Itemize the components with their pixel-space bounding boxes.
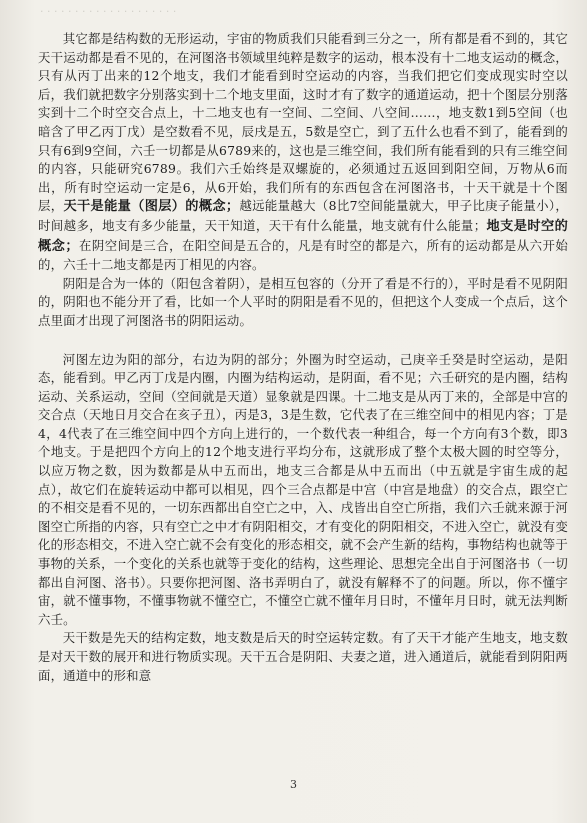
page-number: 3 — [290, 778, 297, 791]
p1-text-c: 越远能量越大（8比7空间能量就大，甲子比庚子能量小），时间越多，地支有多少能量，天干知道，天干有什么能量，地支就有什么能量； — [38, 198, 569, 233]
bleed-through-text: · · · · · · · · · · · · · · · · · · · · — [40, 6, 177, 18]
p1-bold-dizhi: 地支是时空的概念； — [38, 218, 569, 254]
body-text — [38, 30, 568, 685]
paragraph-1 — [38, 30, 568, 275]
paragraph-2: 阴阳是合为一体的（阳包含着阴），是相互包容的（分开了看是不行的），平时是看不见阴阳的，阴阳也不能分开了看，比如一个人平时的阴阳是看不见的，但把这个人变成一个点后，这个点里面才出现了河图洛书的阴阳运动。 — [38, 275, 568, 328]
paragraph-4: 天干数是先天的结构定数，地支数是后天的时空运转定数。有了天干才能产生地支，地支数是对天干数的展开和进行物质实现。天干五合是阴阳、夫妻之道，进入通道后，就能看到阴阳两面，通道中的形和意 — [38, 630, 568, 683]
p1-bold-tiangan: 天干是能量（图层）的概念； — [63, 199, 240, 215]
p1-text-d: 在阴空间是三合，在阳空间是五合的，凡是有时空的都是六，所有的运动都是从六开始的，六壬十二地支都是丙丁相见的内容。 — [38, 237, 568, 273]
paragraph-3: 河图左边为阳的部分，右边为阴的部分；外圈为时空运动，己庚辛壬癸是时空运动，是阳态，能看到。甲乙丙丁戊是内圈，内圈为结构运动，是阴面，看不见；六壬研究的是内圈，结构运动、关系运动，空间（空间就是天道）显象就是四课。十二地支是从丙丁来的，全部是中宫的交合点（天地日月交合在亥子丑），丙是3，3是生数，它代表了在三维空间中的相见内容；丁是4，4代表了在三维空间中四个方向上进行的，一个数代表一种组合，每一个方向有3个数，即3个地支。于是把四个方向上的12个地支进行平均分布，这就形成了整个太极大圆的时空等分，以应万物之数，因为数都是从中五而出，地支三合都是从中五而出（中五就是宇宙生成的起点），故它们在旋转运动中都可以相见，四个三合点都是中宫（中宫是地盘）的交合点，跟空亡的不相交是看不见的，一切东西都出自空亡之中，入、戌皆出自空亡所指，我们六壬就来源于河图空亡所指的内容，只有空亡之中才有阴阳相交，才有变化的阴阳相交，不进入空亡，就没有变化的形态相交，不进入空亡就不会有变化的形态相交，就不会产生新的结构，事物结构也就等于事物的关系，一个变化的关系也就等于变化的结构，这些理论、思想完全出自于河图洛书（一切都出自河图、洛书）。只要你把河图、洛书弄明白了，就没有解释不了的问题。所以，你不懂宇宙，就不懂事物，不懂事物就不懂空亡，不懂空亡就不懂年月日时，不懂年月日时，就无法判断六壬。 — [38, 351, 568, 627]
p1-text-a: 其它都是结构数的无形运动，宇宙的物质我们只能看到三分之一，所有都是看不到的，其它天干运动都是看不见的，在河图洛书领域里纯粹是数字的运动，根本没有十二地支运动的概念，只有从丙丁出来的12个地支，我们才能看到时空运动的内容，当我们把它们变成现实时空以后，我们就把数字分别落实到十二个地支里面，这时才有了数字的通道运动，把十个图层分别落实到十二个时空交合点上，十二地支也有一空间、二空间、八空间……，地支数1到5空间（也暗含了甲乙丙丁戊）是空数看不见，辰戌是五，5数是空亡，到了五什么也看不到了，能看到的只有6到9空间，六壬一切都是从6789来的，这也是三维空间，我们所有能看到的只有三维空间的内容，只能研究6789。我们六壬始终是双螺旋的，必须通过五返回到阳空间，万物从6而出，所有时空运动一定是6，从6开始，我们所有的东西包含在河图洛书，十天干就是十个图层， — [38, 31, 568, 214]
